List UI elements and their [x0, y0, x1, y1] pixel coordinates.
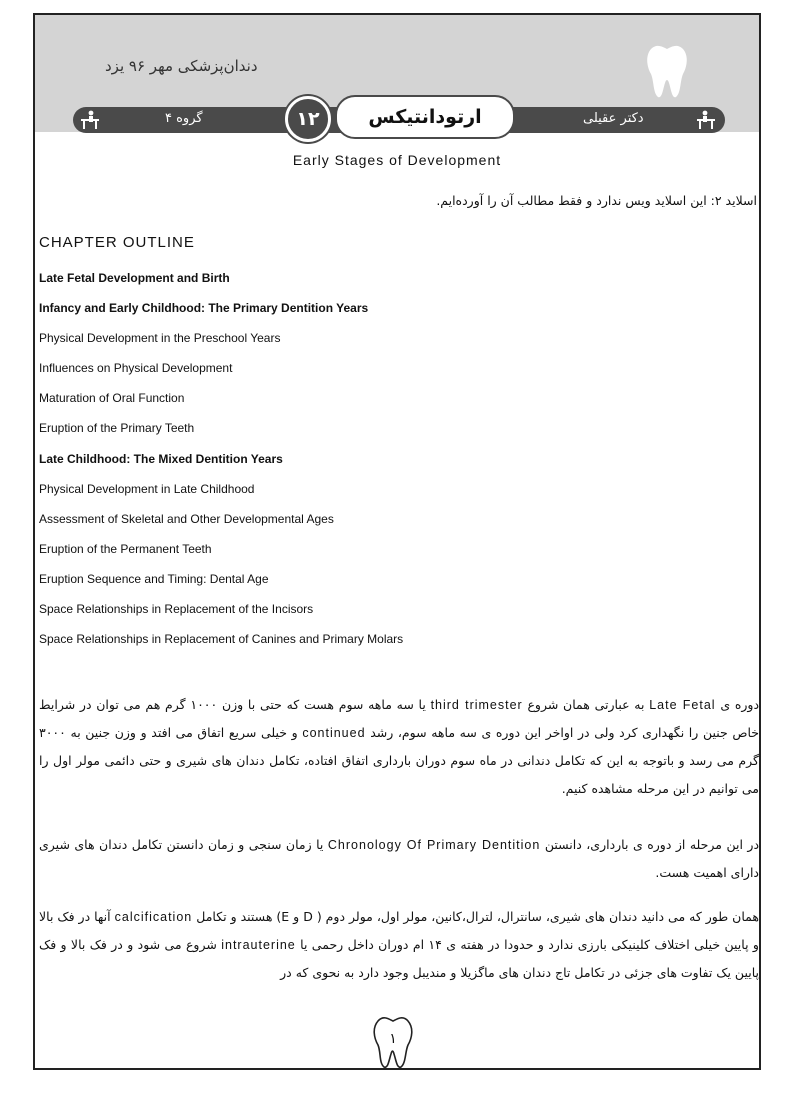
outline-item: Space Relationships in Replacement of the Incisors	[39, 602, 314, 617]
paragraph-text: به عبارتی همان شروع	[527, 697, 645, 712]
outline-title: CHAPTER OUTLINE	[39, 234, 195, 251]
paragraph-text: یا زمان سنجی و زمان دانستن تکامل دندان های شیری دارای اهمیت هست.	[39, 837, 759, 880]
page-number: ۱	[389, 1031, 397, 1047]
paragraph-calcification	[39, 903, 759, 987]
outline-item: Eruption Sequence and Timing: Dental Age	[39, 571, 269, 586]
paragraph-late-fetal	[39, 691, 759, 803]
english-term: third trimester	[430, 698, 523, 712]
person-at-desk-icon	[79, 110, 101, 130]
outline-item: Infancy and Early Childhood: The Primary Dentition Years	[39, 301, 369, 316]
outline-item: Physical Development in Late Childhood	[39, 481, 255, 496]
paragraph-text: آنها در فک بالا و پایین خیلی اختلاف کلینیکی بارزی ندارد و حدودا در هفته ی ۱۴ ام دوران داخل رحمی یا	[39, 909, 759, 952]
english-term: intrauterine	[221, 938, 296, 952]
tooth-logo-icon	[643, 43, 691, 99]
paragraph-text: همان طور که می دانید دندان های شیری، سانترال، لترال،کانین، مولر اول، مولر دوم ( D و E) هستند و تکامل	[196, 909, 759, 924]
outline-item: Maturation of Oral Function	[39, 391, 185, 406]
outline-item: Physical Development in the Preschool Years	[39, 331, 281, 346]
site-label: دندان‌پزشکی مهر ۹۶ یزد	[105, 57, 258, 75]
paragraph-text: شروع می شود و در فک بالا و فک پایین یک تفاوت های جزئی در تکامل تاج دندان های ماگزیلا و مندیبل وجود دارد به نحوی که در	[39, 937, 759, 980]
paragraph-text: دوره ی	[720, 697, 760, 712]
page-subtitle: Early Stages of Development	[292, 152, 502, 168]
english-term: continued	[302, 726, 366, 740]
session-number-badge: ۱۲	[285, 96, 331, 142]
course-title: ارتودانتیکس	[335, 95, 515, 139]
english-term: calcification	[114, 910, 193, 924]
outline-item: Influences on Physical Development	[39, 361, 233, 376]
outline-item: Assessment of Skeletal and Other Developmental Ages	[39, 511, 334, 526]
author-label: دکتر عقیلی	[583, 111, 644, 126]
outline-item: Eruption of the Primary Teeth	[39, 421, 195, 436]
outline-item: Space Relationships in Replacement of Canines and Primary Molars	[39, 632, 404, 647]
outline-item: Eruption of the Permanent Teeth	[39, 541, 212, 556]
paragraph-text: یا سه ماهه سوم هست که حتی با وزن ۱۰۰۰ گرم هم می توان در شرایط خاص جنین را نگهداری کرد ولی در اواخر این دوره ی سه ماهه سوم، رشد	[39, 697, 760, 740]
outline-item: Late Fetal Development and Birth	[39, 271, 230, 285]
chapter-outline-list	[39, 269, 403, 660]
slide-note: اسلاید ۲: این اسلاید ویس ندارد و فقط مطالب آن را آورده‌ایم.	[436, 193, 757, 208]
english-term: Late Fetal	[649, 698, 716, 712]
paragraph-chronology	[39, 831, 759, 887]
page-number-tooth-icon	[371, 1015, 415, 1069]
group-label: گروه ۴	[165, 111, 203, 126]
english-term: Chronology Of Primary Dentition	[327, 838, 541, 852]
paragraph-text: در این مرحله از دوره ی بارداری، دانستن	[544, 837, 760, 852]
paragraph-text: و خیلی سریع اتفاق می افتد و وزن جنین به ۳۰۰۰ گرم می رسد و باتوجه به این که تکامل دندانی در ماه سوم دوران بارداری اتفاق افتاده، تکامل دندان های شیری و حتی دائمی مولر اول را می توانیم در این مرحله مشاهده کنیم.	[39, 725, 759, 796]
page-frame	[33, 13, 761, 1070]
outline-item: Late Childhood: The Mixed Dentition Years	[39, 451, 283, 466]
person-at-desk-icon	[695, 110, 717, 130]
